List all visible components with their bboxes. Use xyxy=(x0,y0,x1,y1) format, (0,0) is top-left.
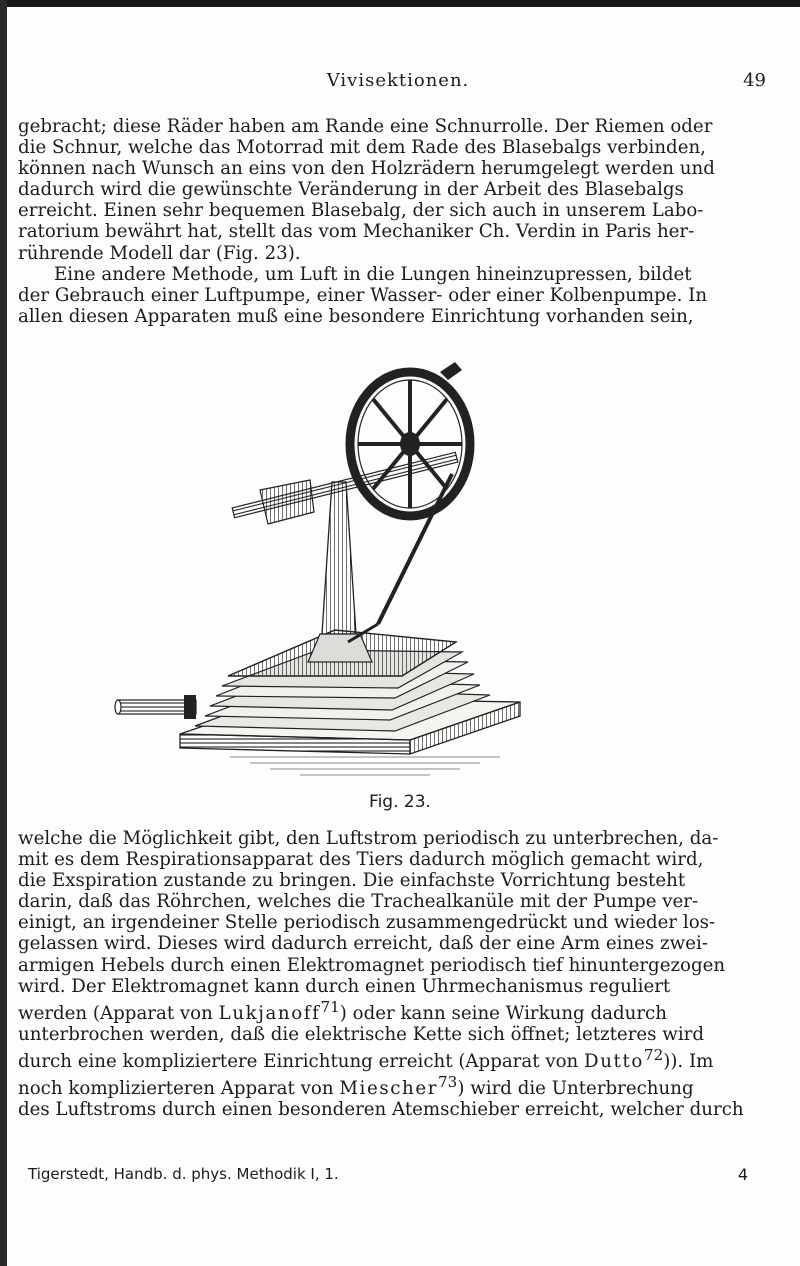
bellows-drawing xyxy=(110,362,530,782)
text-line: Eine andere Methode, um Luft in die Lungen hineinzupressen, bildet xyxy=(54,264,692,285)
author-name: Dutto xyxy=(584,1051,644,1073)
text-line: welche die Möglichkeit gibt, den Luftstrom periodisch zu unterbrechen, da- xyxy=(18,828,719,849)
figure-23-bellows-illustration xyxy=(110,362,530,782)
text-line: erreicht. Einen sehr bequemen Blasebalg, der sich auch in unserem Labo- xyxy=(18,200,704,222)
text-line: armigen Hebels durch einen Elektromagnet periodisch tief hinuntergezogen xyxy=(18,954,726,976)
page-number: 49 xyxy=(743,70,766,91)
footnote-ref: 72 xyxy=(643,1046,664,1064)
figure-caption: Fig. 23. xyxy=(369,792,431,812)
text-segment: )). Im xyxy=(663,1051,714,1073)
paragraph-2 xyxy=(18,264,786,327)
text-line: die Schnur, welche das Motorrad mit dem Rade des Blasebalgs verbinden, xyxy=(18,137,706,159)
running-title: Vivisektionen. xyxy=(326,70,470,91)
footer-citation: Tigerstedt, Handb. d. phys. Methodik I, 1. xyxy=(28,1165,339,1183)
text-line xyxy=(18,1072,786,1099)
paragraph-3 xyxy=(18,828,786,1120)
text-line: darin, daß das Röhrchen, welches die Trachealkanüle mit der Pumpe ver- xyxy=(18,891,699,913)
text-line: unterbrochen werden, daß die elektrische Kette sich öffnet; letzteres wird xyxy=(18,1023,704,1045)
text-segment: ) oder kann seine Wirkung dadurch xyxy=(339,1002,667,1024)
text-line: wird. Der Elektromagnet kann durch einen Uhrmechanismus reguliert xyxy=(18,975,671,997)
text-line: können nach Wunsch an eins von den Holzrädern herumgelegt werden und xyxy=(18,158,715,180)
paragraph-1 xyxy=(18,116,786,264)
author-name: Lukjanoff xyxy=(218,1002,321,1024)
text-line: allen diesen Apparaten muß eine besondere Einrichtung vorhanden sein, xyxy=(18,306,694,328)
text-line: ratorium bewährt hat, stellt das vom Mechaniker Ch. Verdin in Paris her- xyxy=(18,221,695,243)
text-segment: noch komplizierteren Apparat von xyxy=(18,1078,340,1100)
text-line xyxy=(18,997,786,1024)
text-line: dadurch wird die gewünschte Veränderung in der Arbeit des Blasebalgs xyxy=(18,179,684,201)
author-name: Miescher xyxy=(339,1078,439,1100)
text-segment: ) wird die Unterbrechung xyxy=(457,1078,694,1100)
text-line: mit es dem Respirationsapparat des Tiers dadurch möglich gemacht wird, xyxy=(18,849,704,871)
text-line: rührende Modell dar (Fig. 23). xyxy=(18,242,301,264)
signature-mark: 4 xyxy=(737,1165,748,1184)
text-line: der Gebrauch einer Luftpumpe, einer Wasser- oder einer Kolbenpumpe. In xyxy=(18,285,708,307)
scan-left-edge xyxy=(0,0,7,1266)
text-segment: werden (Apparat von xyxy=(18,1002,219,1024)
page-header xyxy=(18,70,778,98)
scan-top-edge xyxy=(0,0,800,7)
text-line: gelassen wird. Dieses wird dadurch erreicht, daß der eine Arm eines zwei- xyxy=(18,933,708,955)
text-line xyxy=(18,1045,786,1072)
text-line: einigt, an irgendeiner Stelle periodisch zusammengedrückt und wieder los- xyxy=(18,912,716,934)
footnote-ref: 73 xyxy=(438,1073,458,1092)
text-line: die Exspiration zustande zu bringen. Die einfachste Vorrichtung besteht xyxy=(18,870,686,892)
text-line: gebracht; diese Räder haben am Rande eine Schnurrolle. Der Riemen oder xyxy=(18,116,713,137)
footnote-ref: 71 xyxy=(320,997,340,1016)
text-segment: durch eine kompliziertere Einrichtung erreicht (Apparat von xyxy=(18,1051,585,1073)
text-line: des Luftstroms durch einen besonderen Atemschieber erreicht, welcher durch xyxy=(18,1099,744,1121)
